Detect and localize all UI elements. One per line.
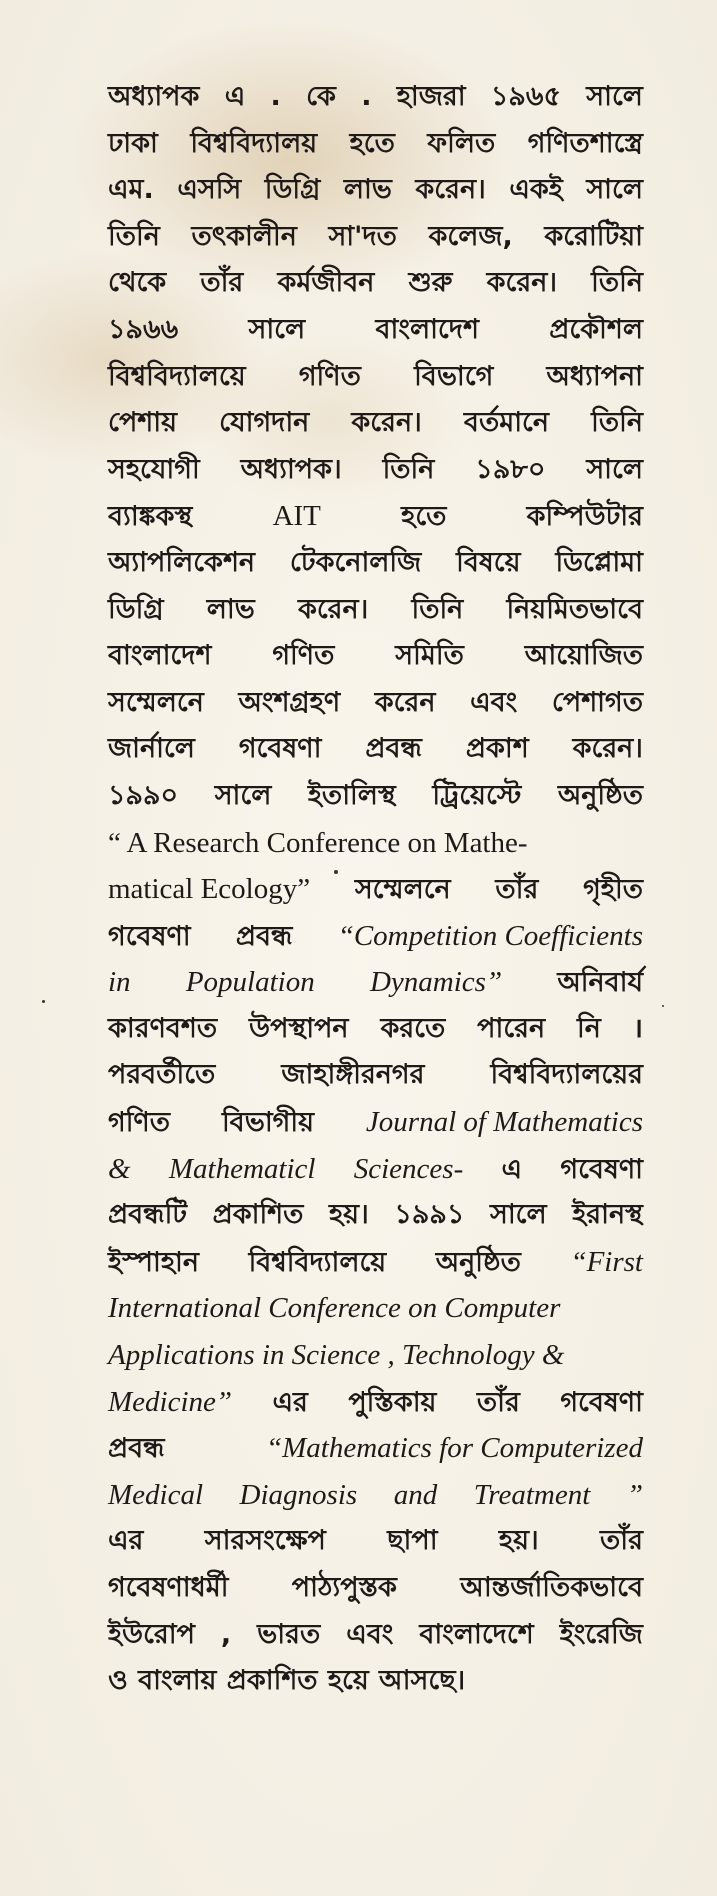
word: হয়।	[329, 1199, 369, 1231]
word: তিনি	[108, 220, 160, 252]
text-line	[108, 354, 643, 401]
word: করেন।	[486, 267, 558, 299]
word: International Conference on Computer	[108, 1292, 561, 1325]
word: কর্মজীবন	[277, 267, 375, 299]
word: করতে	[380, 1012, 446, 1044]
word: ডিগ্রি	[264, 174, 321, 206]
text-line	[108, 913, 643, 960]
word: ১৯৬৬	[108, 313, 179, 345]
word: .	[361, 81, 372, 112]
word: পারেন	[477, 1012, 546, 1044]
text-line	[108, 820, 643, 867]
text-line	[108, 1099, 643, 1146]
word: গণিত	[298, 360, 361, 392]
word: বাংলায়	[138, 1665, 217, 1697]
word: আয়োজিত	[524, 640, 643, 672]
word: তাঁর	[200, 267, 244, 299]
word: গণিতশাস্ত্রে	[527, 127, 643, 159]
text-line	[108, 1146, 643, 1193]
word: matical Ecology”	[108, 873, 311, 906]
word: ইস্পাহান	[108, 1246, 199, 1278]
word: টেকনোলজি	[289, 546, 422, 578]
word: আন্তর্জাতিকভাবে	[460, 1572, 643, 1603]
word: এ	[224, 81, 246, 112]
word: &	[108, 1152, 131, 1185]
word: পেশাগত	[551, 686, 643, 718]
word: পুস্তিকায়	[348, 1386, 437, 1418]
word: প্রবন্ধ	[365, 733, 422, 765]
word: এবং	[470, 686, 518, 718]
word: ঢাকা	[108, 127, 158, 159]
word: সালে	[586, 453, 643, 485]
word: Journal of Mathematics	[365, 1106, 643, 1139]
word: করেন।	[572, 733, 643, 765]
text-line	[108, 1239, 643, 1286]
word: ডিপ্লোমা	[555, 546, 643, 578]
text-line	[108, 680, 643, 727]
text-line	[108, 1425, 643, 1472]
word: ভারত	[257, 1618, 321, 1650]
word: সম্মেলনে	[354, 874, 451, 906]
word: সালে	[248, 313, 306, 345]
text-line	[108, 400, 643, 447]
word: আসছে।	[379, 1665, 466, 1697]
word: ইংরেজি	[559, 1618, 643, 1650]
text-line	[108, 866, 643, 913]
word: বর্তমানে	[463, 407, 549, 439]
text-line	[108, 493, 643, 540]
word: জাহাঙ্গীরনগর	[281, 1059, 425, 1091]
word: লাভ	[206, 593, 255, 625]
word: Population	[185, 966, 315, 999]
text-line	[108, 121, 643, 168]
word: তাঁর	[495, 874, 539, 906]
text-line	[108, 1332, 643, 1379]
word: পাঠ্যপুস্তক	[291, 1572, 397, 1603]
text-line	[108, 1285, 643, 1332]
word: হতে	[349, 127, 395, 159]
word: প্রকাশিত	[226, 1665, 318, 1697]
word: Mathematicl	[168, 1152, 316, 1185]
print-speck	[662, 1005, 664, 1007]
print-speck	[42, 1000, 45, 1003]
word: হতে	[401, 501, 447, 533]
word: করেন।	[415, 174, 486, 206]
word: বাংলাদেশ	[108, 640, 212, 672]
text-line	[108, 214, 643, 261]
article-body	[108, 74, 643, 1705]
word: প্রবন্ধ	[235, 920, 293, 952]
word: যোগদান	[219, 407, 310, 439]
text-line	[108, 1052, 643, 1099]
word: Treatment	[473, 1478, 591, 1511]
word: করেন	[374, 686, 436, 718]
word: সা'দত	[328, 220, 397, 252]
word: পরবর্তীতে	[108, 1059, 216, 1091]
word: হয়ে	[327, 1665, 369, 1697]
word: সালে	[490, 1199, 547, 1231]
word: ১৯৮০	[475, 453, 546, 485]
word: Applications in Science , Technology &	[108, 1339, 565, 1372]
word: ।	[632, 1012, 643, 1044]
word: অধ্যাপক।	[240, 453, 342, 485]
word: কারণবশত	[108, 1012, 218, 1044]
word: বাংলাদেশে	[419, 1618, 534, 1650]
word: তাঁর	[476, 1386, 520, 1418]
word: করেন।	[297, 593, 369, 625]
word: বিশ্ববিদ্যালয়ের	[490, 1059, 643, 1091]
word: বিভাগীয়	[221, 1107, 314, 1139]
word: ১৯৬৫	[490, 81, 562, 112]
word: একই	[509, 174, 563, 206]
word: থেকে	[108, 267, 167, 299]
word: বিশ্ববিদ্যালয়ে	[248, 1246, 387, 1278]
word: Dynamics”	[369, 966, 503, 999]
word: এবং	[346, 1618, 394, 1650]
word: সম্মেলনে	[108, 686, 204, 718]
word: ব্যাঙ্ককস্থ	[108, 501, 193, 533]
word: প্রকৌশল	[549, 313, 643, 345]
word: এ	[501, 1153, 523, 1185]
text-line	[108, 1565, 643, 1612]
word: তৎকালীন	[191, 220, 297, 252]
word: ইরানস্থ	[572, 1199, 643, 1231]
word: অনুষ্ঠিত	[557, 779, 643, 811]
text-line	[108, 1472, 643, 1519]
word: ইতালিস্থ	[307, 779, 396, 811]
word: “First	[570, 1245, 643, 1278]
word: অধ্যাপনা	[546, 360, 643, 392]
text-line	[108, 587, 643, 634]
word: তিনি	[591, 407, 643, 439]
word: সমিতি	[395, 640, 464, 672]
text-line	[108, 773, 643, 820]
word: কে	[306, 81, 336, 112]
text-line	[108, 1192, 643, 1239]
word: গবেষণা	[560, 1386, 643, 1418]
word: বিশ্ববিদ্যালয়ে	[108, 360, 246, 392]
print-speck	[334, 870, 338, 874]
word: in	[108, 966, 131, 999]
text-line	[108, 633, 643, 680]
word: গবেষণা	[238, 733, 322, 765]
word: এর	[108, 1525, 144, 1557]
word: সালে	[586, 174, 643, 206]
text-line	[108, 1379, 643, 1426]
word: এসসি	[177, 174, 242, 206]
word: তিনি	[591, 267, 643, 299]
word: নি	[577, 1012, 601, 1044]
word: ডিগ্রি	[108, 593, 164, 625]
word: বিশ্ববিদ্যালয়	[190, 127, 318, 159]
word: ইউরোপ	[108, 1618, 195, 1650]
word: গবেষণা	[108, 920, 191, 952]
word: অ্যাপলিকেশন	[108, 546, 256, 578]
word: গণিত	[272, 640, 335, 672]
word: বিষয়ে	[456, 546, 521, 578]
word: ট্রিয়েস্টে	[432, 779, 522, 811]
word: ,	[220, 1618, 232, 1650]
word: সারসংক্ষেপ	[204, 1525, 326, 1557]
word: তিনি	[382, 453, 435, 485]
word: সহযোগী	[108, 453, 200, 485]
word: and	[393, 1478, 438, 1511]
word: প্রকাশিত	[212, 1199, 304, 1231]
word: নিয়মিতভাবে	[506, 593, 643, 625]
word: তাঁর	[600, 1525, 643, 1557]
text-line	[108, 74, 643, 121]
text-line	[108, 1006, 643, 1053]
word: তিনি	[411, 593, 464, 625]
word: সালে	[214, 779, 272, 811]
word: প্রবন্ধ	[108, 1433, 165, 1465]
word: গৃহীত	[583, 874, 643, 906]
text-line	[108, 447, 643, 494]
text-line	[108, 260, 643, 307]
text-line	[108, 167, 643, 214]
word: প্রকাশ	[465, 733, 529, 765]
word: অনুষ্ঠিত	[435, 1246, 521, 1278]
word: হয়।	[498, 1525, 539, 1557]
word: গণিত	[108, 1107, 171, 1139]
word: প্রবন্ধটি	[108, 1199, 187, 1231]
word: কলেজ,	[428, 220, 513, 252]
word: ফলিত	[427, 127, 496, 159]
word: শুরু	[408, 267, 453, 299]
word: কম্পিউটার	[526, 501, 643, 533]
word: .	[270, 81, 281, 112]
word: Sciences-	[353, 1152, 464, 1185]
word: এম.	[108, 174, 154, 206]
word: অংশগ্রহণ	[238, 686, 341, 718]
word: অনিবার্য	[557, 967, 643, 999]
word: পেশায়	[108, 407, 177, 439]
word: “Competition Coefficients	[337, 919, 643, 952]
text-line	[108, 307, 643, 354]
word: ১৯৯১	[394, 1199, 465, 1231]
word: জার্নালে	[108, 733, 195, 765]
text-line	[108, 726, 643, 773]
text-line	[108, 540, 643, 587]
word: অধ্যাপক	[108, 81, 200, 112]
word: বাংলাদেশ	[375, 313, 479, 345]
text-line	[108, 959, 643, 1006]
word: গবেষণা	[560, 1153, 643, 1185]
word: Medical	[108, 1478, 204, 1511]
word: ১৯৯০	[108, 779, 179, 811]
word: ”	[626, 1478, 643, 1511]
word: ও	[108, 1665, 128, 1697]
word: উপস্থাপন	[249, 1012, 349, 1044]
word: ছাপা	[387, 1525, 438, 1557]
word: সালে	[586, 81, 643, 112]
word: Medicine”	[108, 1385, 233, 1418]
word: AIT	[272, 500, 321, 533]
text-line	[108, 1658, 643, 1705]
word: গবেষণাধর্মী	[108, 1572, 229, 1603]
word: করেন।	[351, 407, 422, 439]
word: করোটিয়া	[544, 220, 643, 252]
word: “Mathematics for Computerized	[266, 1432, 643, 1465]
text-line	[108, 1518, 643, 1565]
word: এর	[272, 1386, 308, 1418]
word: হাজরা	[396, 81, 466, 112]
word: লাভ	[343, 174, 392, 206]
word: Diagnosis	[239, 1478, 358, 1511]
word: “ A Research Conference on Mathe-	[108, 826, 528, 859]
word: বিভাগে	[414, 360, 494, 392]
text-line	[108, 1612, 643, 1659]
